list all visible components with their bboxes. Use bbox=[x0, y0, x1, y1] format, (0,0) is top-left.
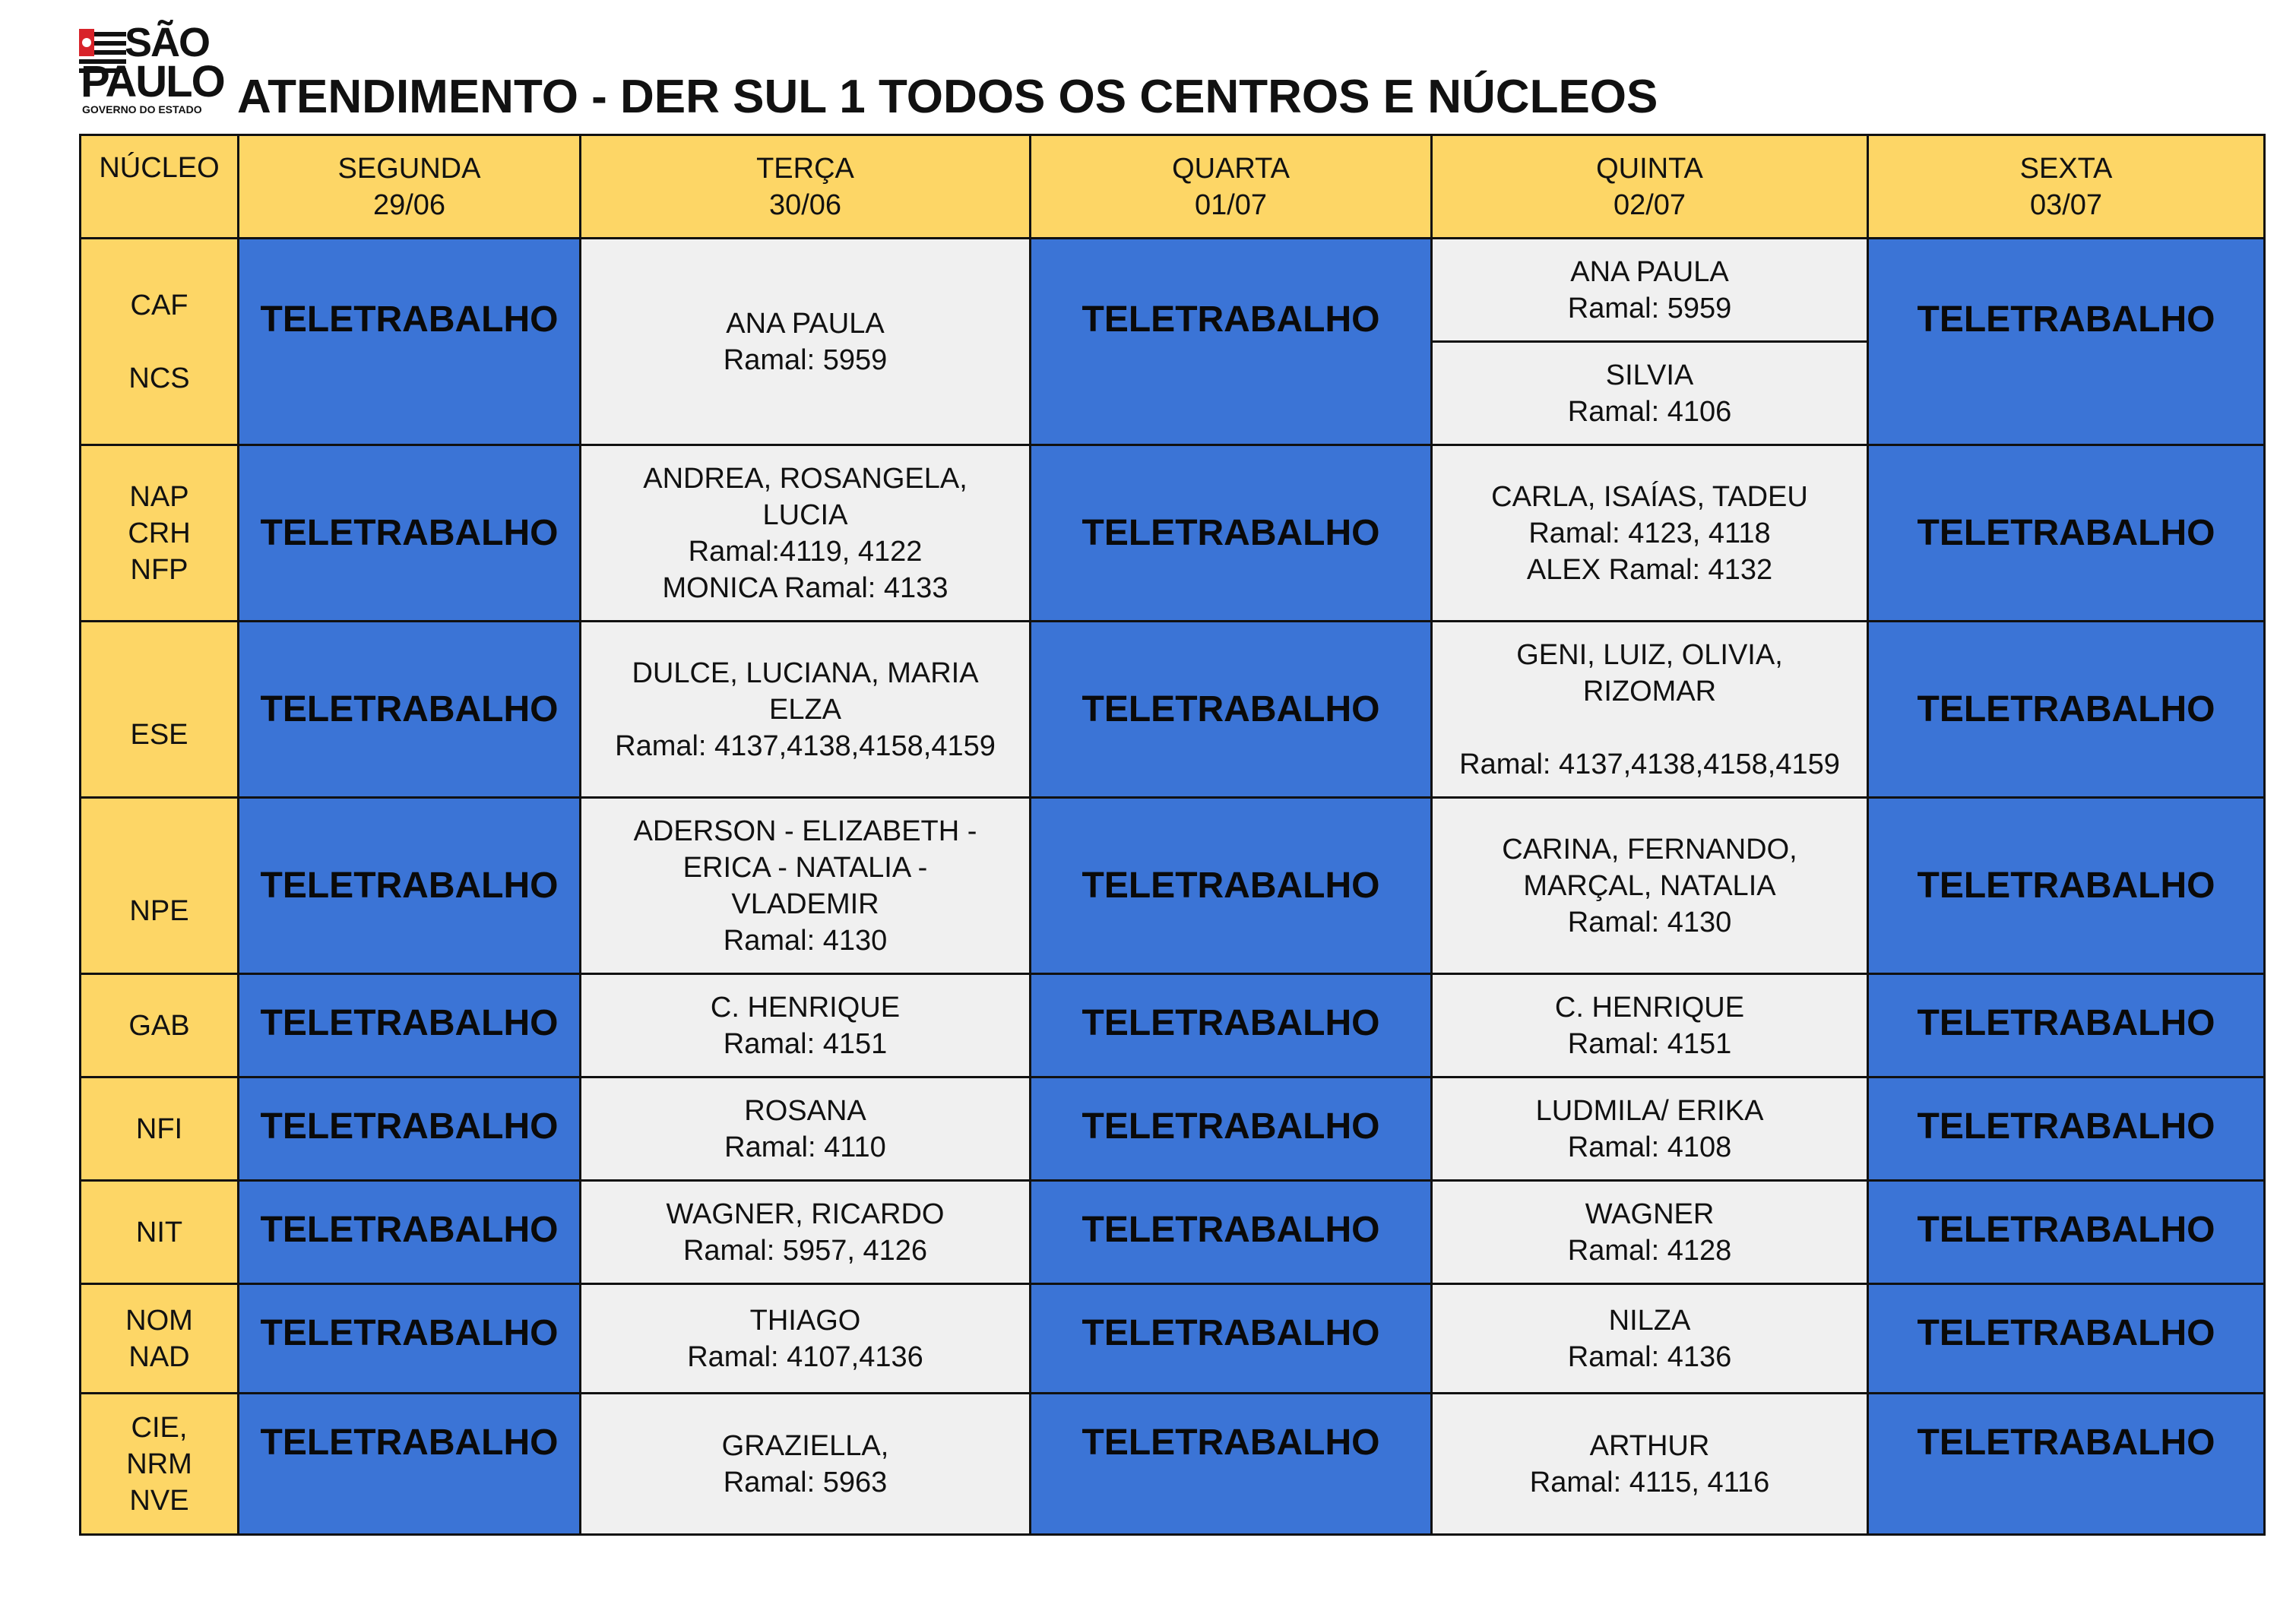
segunda-nfi: TELETRABALHO bbox=[239, 1077, 581, 1181]
quinta-cie: ARTHUR Ramal: 4115, 4116 bbox=[1432, 1394, 1868, 1535]
nucleo-nfi: NFI bbox=[81, 1077, 239, 1181]
nucleo-ese: ESE bbox=[81, 622, 239, 798]
table-row-gab bbox=[81, 974, 2265, 1077]
quinta-npe: CARINA, FERNANDO, MARÇAL, NATALIA Ramal: 4130 bbox=[1432, 798, 1868, 974]
table-row-npe bbox=[81, 798, 2265, 974]
quarta-ese: TELETRABALHO bbox=[1031, 622, 1432, 798]
header-terca: TERÇA 30/06 bbox=[581, 135, 1031, 239]
terca-nom: THIAGO Ramal: 4107,4136 bbox=[581, 1284, 1031, 1394]
table-row-caf bbox=[81, 239, 2265, 342]
nucleo-cie: CIE, NRM NVE bbox=[81, 1394, 239, 1535]
terca-nit: WAGNER, RICARDO Ramal: 5957, 4126 bbox=[581, 1181, 1031, 1284]
sexta-gab: TELETRABALHO bbox=[1868, 974, 2265, 1077]
page-title: ATENDIMENTO - DER SUL 1 TODOS OS CENTROS E NÚCLEOS bbox=[237, 71, 1658, 123]
terca-caf: ANA PAULA Ramal: 5959 bbox=[581, 239, 1031, 445]
table-row-cie bbox=[81, 1394, 2265, 1535]
table-row-nap bbox=[81, 445, 2265, 622]
header-quinta: QUINTA 02/07 bbox=[1432, 135, 1868, 239]
logo-paulo: PAULO bbox=[81, 57, 224, 106]
segunda-nom: TELETRABALHO bbox=[239, 1284, 581, 1394]
segunda-npe: TELETRABALHO bbox=[239, 798, 581, 974]
table-row-nfi bbox=[81, 1077, 2265, 1181]
terca-npe: ADERSON - ELIZABETH - ERICA - NATALIA - VLADEMIR Ramal: 4130 bbox=[581, 798, 1031, 974]
sexta-nap: TELETRABALHO bbox=[1868, 445, 2265, 622]
segunda-cie: TELETRABALHO bbox=[239, 1394, 581, 1535]
sexta-ese: TELETRABALHO bbox=[1868, 622, 2265, 798]
nucleo-gab: GAB bbox=[81, 974, 239, 1077]
header-segunda: SEGUNDA 29/06 bbox=[239, 135, 581, 239]
nucleo-nom: NOM NAD bbox=[81, 1284, 239, 1394]
segunda-gab: TELETRABALHO bbox=[239, 974, 581, 1077]
quarta-nit: TELETRABALHO bbox=[1031, 1181, 1432, 1284]
sexta-nfi: TELETRABALHO bbox=[1868, 1077, 2265, 1181]
quinta-caf-b: SILVIA Ramal: 4106 bbox=[1432, 342, 1868, 445]
quinta-ese: GENI, LUIZ, OLIVIA, RIZOMAR Ramal: 4137,4138,4158,4159 bbox=[1432, 622, 1868, 798]
quinta-nom: NILZA Ramal: 4136 bbox=[1432, 1284, 1868, 1394]
quinta-caf-a: ANA PAULA Ramal: 5959 bbox=[1432, 239, 1868, 342]
sexta-nom: TELETRABALHO bbox=[1868, 1284, 2265, 1394]
segunda-nit: TELETRABALHO bbox=[239, 1181, 581, 1284]
terca-cie: GRAZIELLA, Ramal: 5963 bbox=[581, 1394, 1031, 1535]
sexta-cie: TELETRABALHO bbox=[1868, 1394, 2265, 1535]
quinta-nap: CARLA, ISAÍAS, TADEU Ramal: 4123, 4118 ALEX Ramal: 4132 bbox=[1432, 445, 1868, 622]
logo-governo: GOVERNO DO ESTADO bbox=[82, 103, 202, 115]
sexta-caf: TELETRABALHO bbox=[1868, 239, 2265, 445]
terca-nfi: ROSANA Ramal: 4110 bbox=[581, 1077, 1031, 1181]
header-nucleo: NÚCLEO bbox=[81, 135, 239, 239]
terca-nap: ANDREA, ROSANGELA, LUCIA Ramal:4119, 4122 MONICA Ramal: 4133 bbox=[581, 445, 1031, 622]
quarta-nfi: TELETRABALHO bbox=[1031, 1077, 1432, 1181]
quarta-caf: TELETRABALHO bbox=[1031, 239, 1432, 445]
terca-gab: C. HENRIQUE Ramal: 4151 bbox=[581, 974, 1031, 1077]
segunda-nap: TELETRABALHO bbox=[239, 445, 581, 622]
header-row bbox=[81, 135, 2265, 239]
terca-ese: DULCE, LUCIANA, MARIA ELZA Ramal: 4137,4138,4158,4159 bbox=[581, 622, 1031, 798]
segunda-caf: TELETRABALHO bbox=[239, 239, 581, 445]
nucleo-npe: NPE bbox=[81, 798, 239, 974]
quarta-cie: TELETRABALHO bbox=[1031, 1394, 1432, 1535]
sexta-nit: TELETRABALHO bbox=[1868, 1181, 2265, 1284]
table-row-nom bbox=[81, 1284, 2265, 1394]
segunda-ese: TELETRABALHO bbox=[239, 622, 581, 798]
header-quarta: QUARTA 01/07 bbox=[1031, 135, 1432, 239]
table-row-ese bbox=[81, 622, 2265, 798]
table-row-nit bbox=[81, 1181, 2265, 1284]
quinta-gab: C. HENRIQUE Ramal: 4151 bbox=[1432, 974, 1868, 1077]
quinta-nit: WAGNER Ramal: 4128 bbox=[1432, 1181, 1868, 1284]
logo-sao: SÃO bbox=[125, 20, 210, 65]
sexta-npe: TELETRABALHO bbox=[1868, 798, 2265, 974]
nucleo-nit: NIT bbox=[81, 1181, 239, 1284]
nucleo-caf: CAF NCS bbox=[81, 239, 239, 445]
quarta-npe: TELETRABALHO bbox=[1031, 798, 1432, 974]
sao-paulo-logo bbox=[79, 20, 224, 115]
quarta-gab: TELETRABALHO bbox=[1031, 974, 1432, 1077]
nucleo-nap: NAP CRH NFP bbox=[81, 445, 239, 622]
schedule-table bbox=[79, 134, 2266, 1536]
header-sexta: SEXTA 03/07 bbox=[1868, 135, 2265, 239]
quarta-nap: TELETRABALHO bbox=[1031, 445, 1432, 622]
quinta-nfi: LUDMILA/ ERIKA Ramal: 4108 bbox=[1432, 1077, 1868, 1181]
quarta-nom: TELETRABALHO bbox=[1031, 1284, 1432, 1394]
